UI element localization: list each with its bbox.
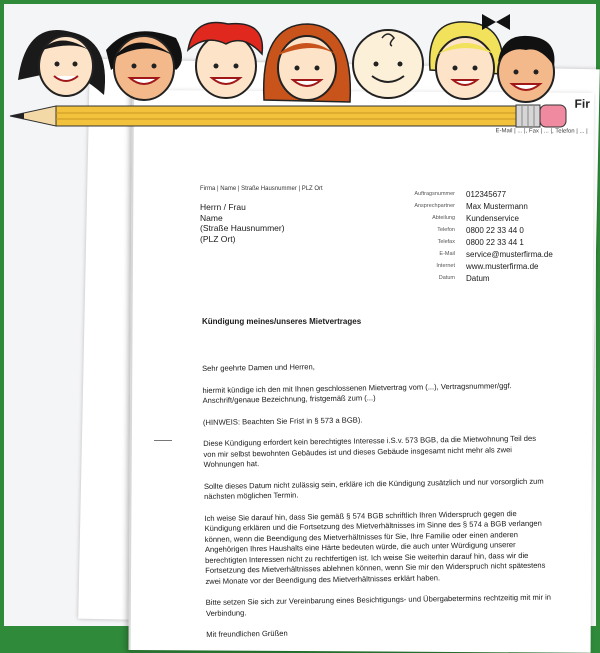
info-value: Max Mustermann xyxy=(466,201,528,211)
body-paragraph: (HINWEIS: Beachten Sie Frist in § 573 a BGB). xyxy=(202,414,363,427)
letter-subject: Kündigung meines/unseres Mietvertrages xyxy=(202,317,362,326)
info-row xyxy=(408,260,578,272)
info-value: 0800 22 33 44 0 xyxy=(466,225,524,235)
info-value: service@musterfirma.de xyxy=(466,249,553,259)
info-value: 012345677 xyxy=(466,189,507,199)
body-paragraph: Sehr geehrte Damen und Herren, xyxy=(202,362,315,373)
info-row xyxy=(408,188,578,200)
body-paragraph: Mit freundlichen Grüßen xyxy=(206,628,288,639)
info-value: 0800 22 33 44 1 xyxy=(466,237,524,247)
kid-face-icon xyxy=(353,30,423,98)
info-label: Datum xyxy=(438,275,455,281)
recipient-line: (Straße Hausnummer) xyxy=(200,223,285,233)
info-row xyxy=(408,248,578,260)
sender-line: Firma | Name | Straße Hausnummer | PLZ Ort xyxy=(200,186,323,192)
info-row xyxy=(408,272,578,284)
info-label: Internet xyxy=(436,263,455,269)
body-paragraph: Bitte setzen Sie sich zur Vereinbarung eines Besichtigungs- und Übergabetermins rechtzeitig mit mir in Verbindung. xyxy=(205,592,552,618)
info-row xyxy=(408,236,578,248)
info-value: www.musterfirma.de xyxy=(466,261,539,271)
info-row xyxy=(408,224,578,236)
letterhead-firm: Fir xyxy=(574,96,590,111)
info-label: E-Mail xyxy=(439,251,455,257)
fold-mark xyxy=(154,440,172,441)
body-paragraph: Ich weise Sie darauf hin, dass Sie gemäß § 574 BGB schriftlich Ihren Widerspruch gegen die Kündigung erklären und die Fortsetzung des Mietverhältnisses im Sinne des § 574 a BGB verlangen können, wenn die Beendigung des Mietverhältnisses für Sie, Ihre Familie oder einen anderen Angehörigen Ihres Haushalts eine Härte bedeuten würde, die auch unter Würdigung unserer berechtigten Interessen nicht zu rechtfertigen ist. Ich weise Sie weiterhin darauf hin, dass wir die Fortsetzung des Mietverhältnisses ablehnen können, wenn Sie mir den Widerspruch nicht spätestens zwei Monate vor der Beendigung des Mietverhältnisses erklärt haben. xyxy=(204,508,546,586)
info-value: Kundenservice xyxy=(466,213,519,223)
body-paragraph: hiermit kündige ich den mit Ihnen geschlossenen Mietvertrag vom (...), Vertragsnummer/ggf. Anschrift/genaue Bezeichnung, fristgemäß zum (...) xyxy=(202,380,512,405)
image-frame xyxy=(4,4,596,639)
kid-face-icon xyxy=(264,24,351,102)
info-block xyxy=(408,188,578,284)
kid-face-icon xyxy=(498,36,554,102)
body-paragraph: Diese Kündigung erfordert kein berechtigtes Interesse i.S.v. 573 BGB, da die Mietwohnung Teil des von mir selbst bewohnten Gebäudes ist und dieses Gebäude insgesamt nicht mehr als zwei Wohnungen hat. xyxy=(203,433,537,469)
info-row xyxy=(408,212,578,224)
recipient-line: Herrn / Frau xyxy=(200,202,246,212)
kid-face-icon xyxy=(18,30,105,96)
kid-face-icon xyxy=(106,31,182,100)
recipient-address xyxy=(200,202,285,244)
info-label: Abteilung xyxy=(432,215,455,221)
cartoon-kids-illustration xyxy=(16,10,576,108)
letterhead-contact: E-Mail | ... |, Fax | ... |, Telefon | ... | xyxy=(495,128,588,135)
recipient-line: (PLZ Ort) xyxy=(200,233,236,244)
recipient-line: Name xyxy=(200,212,223,223)
kid-face-icon xyxy=(188,22,262,98)
pencil-icon xyxy=(10,102,570,130)
info-label: Telefon xyxy=(437,227,455,233)
info-label: Auftragsnummer xyxy=(414,191,455,197)
info-label: Ansprechpartner xyxy=(414,203,455,209)
info-label: Telefax xyxy=(437,239,455,245)
info-value: Datum xyxy=(466,273,490,283)
kid-face-icon xyxy=(430,14,510,99)
body-paragraph: Sollte dieses Datum nicht zulässig sein, erkläre ich die Kündigung zusätzlich und nur vorsorglich zum nächsten möglichen Termin. xyxy=(203,476,544,501)
info-row xyxy=(408,200,578,212)
letter-body xyxy=(202,359,552,652)
